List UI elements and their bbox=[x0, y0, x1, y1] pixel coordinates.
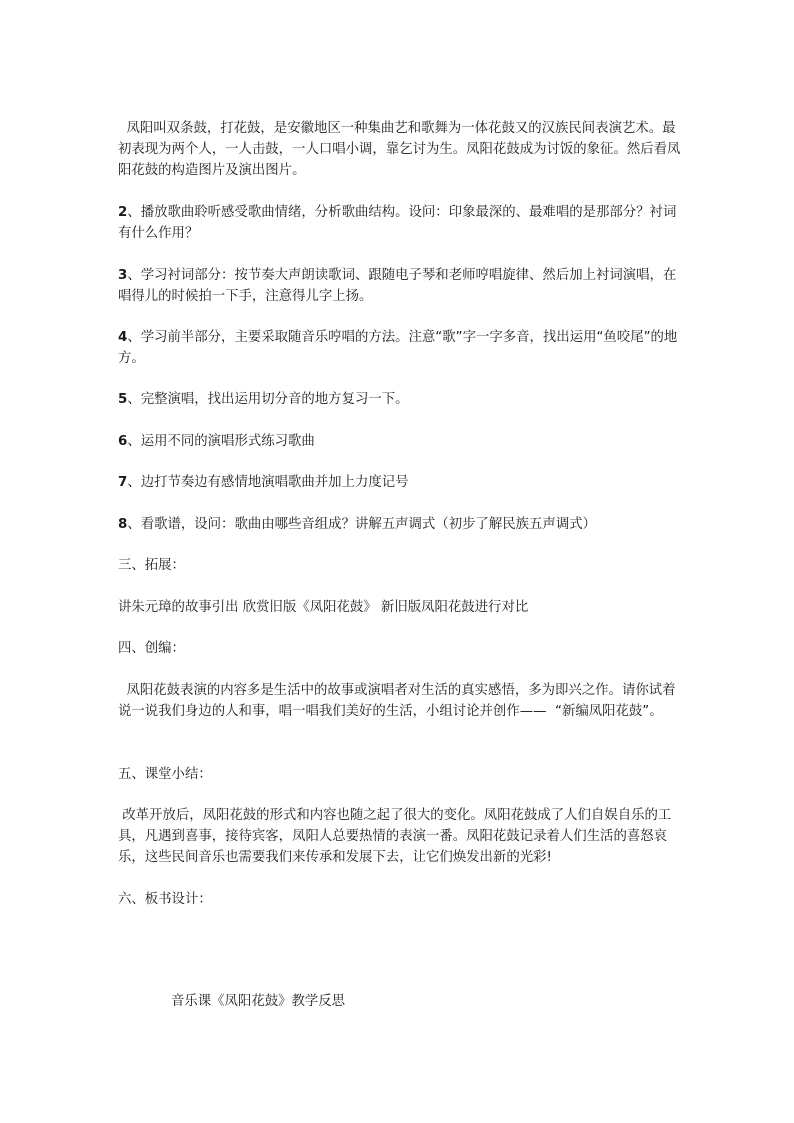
step-text: 、学习前半部分，主要采取随音乐哼唱的方法。注意“歌”字一字多音，找出运用“鱼咬尾”的地方。 bbox=[118, 330, 678, 366]
section-5-heading: 五、课堂小结： bbox=[118, 767, 212, 782]
step-number: 4 bbox=[118, 330, 128, 345]
step-3 bbox=[118, 265, 684, 307]
step-text: 、运用不同的演唱形式练习歌曲 bbox=[127, 434, 315, 449]
step-2 bbox=[118, 202, 684, 244]
step-text: 、学习衬词部分：按节奏大声朗读歌词、跟随电子琴和老师哼唱旋律、然后加上衬词演唱，在唱得儿的时候拍一下手，注意得儿字上扬。 bbox=[118, 268, 677, 304]
step-7 bbox=[118, 472, 684, 493]
step-number: 8 bbox=[118, 517, 128, 532]
step-6 bbox=[118, 431, 684, 452]
section-4-text: 凤阳花鼓表演的内容多是生活中的故事或演唱者对生活的真实感悟，多为即兴之作。请你试着说一说我们身边的人和事，唱一唱我们美好的生活，小组讨论并创作—— “新编凤阳花鼓”。 bbox=[118, 683, 676, 719]
step-8 bbox=[118, 514, 684, 535]
intro-paragraph: 凤阳叫双条鼓，打花鼓，是安徽地区一种集曲艺和歌舞为一体花鼓又的汉族民间表演艺术。最初表现为两个人，一人击鼓，一人口唱小调，靠乞讨为生。凤阳花鼓成为讨饭的象征。然后看凤阳花鼓的构造图片及演出图片。 bbox=[118, 121, 681, 178]
step-text: 、播放歌曲聆听感受歌曲情绪，分析歌曲结构。设问：印象最深的、最难唱的是那部分？衬词有什么作用？ bbox=[118, 205, 677, 241]
next-section-title: 音乐课《凤阳花鼓》教学反思 bbox=[171, 994, 346, 1009]
step-number: 7 bbox=[118, 475, 128, 490]
step-number: 3 bbox=[118, 268, 128, 283]
step-5 bbox=[118, 389, 684, 410]
step-number: 6 bbox=[118, 434, 128, 449]
section-5-text: 改革开放后，凤阳花鼓的形式和内容也随之起了很大的变化。凤阳花鼓成了人们自娱自乐的工具，凡遇到喜事，接待宾客，凤阳人总要热情的表演一番。凤阳花鼓记录着人们生活的喜怒哀乐，这些民间音乐也需要我们来传承和发展下去，让它们焕发出新的光彩! bbox=[118, 808, 672, 865]
step-text: 、完整演唱，找出运用切分音的地方复习一下。 bbox=[127, 392, 409, 407]
step-text: 、边打节奏边有感情地演唱歌曲并加上力度记号 bbox=[127, 475, 409, 490]
step-text: 、看歌谱，设问：歌曲由哪些音组成？讲解五声调式（初步了解民族五声调式） bbox=[127, 517, 596, 532]
section-3-heading: 三、拓展： bbox=[118, 558, 185, 573]
step-4 bbox=[118, 327, 684, 369]
step-number: 2 bbox=[118, 205, 128, 220]
section-3-text: 讲朱元璋的故事引出 欣赏旧版《凤阳花鼓》 新旧版凤阳花鼓进行对比 bbox=[118, 600, 529, 615]
section-6-heading: 六、板书设计： bbox=[118, 892, 212, 907]
section-4-heading: 四、创编： bbox=[118, 641, 185, 656]
step-number: 5 bbox=[118, 392, 128, 407]
